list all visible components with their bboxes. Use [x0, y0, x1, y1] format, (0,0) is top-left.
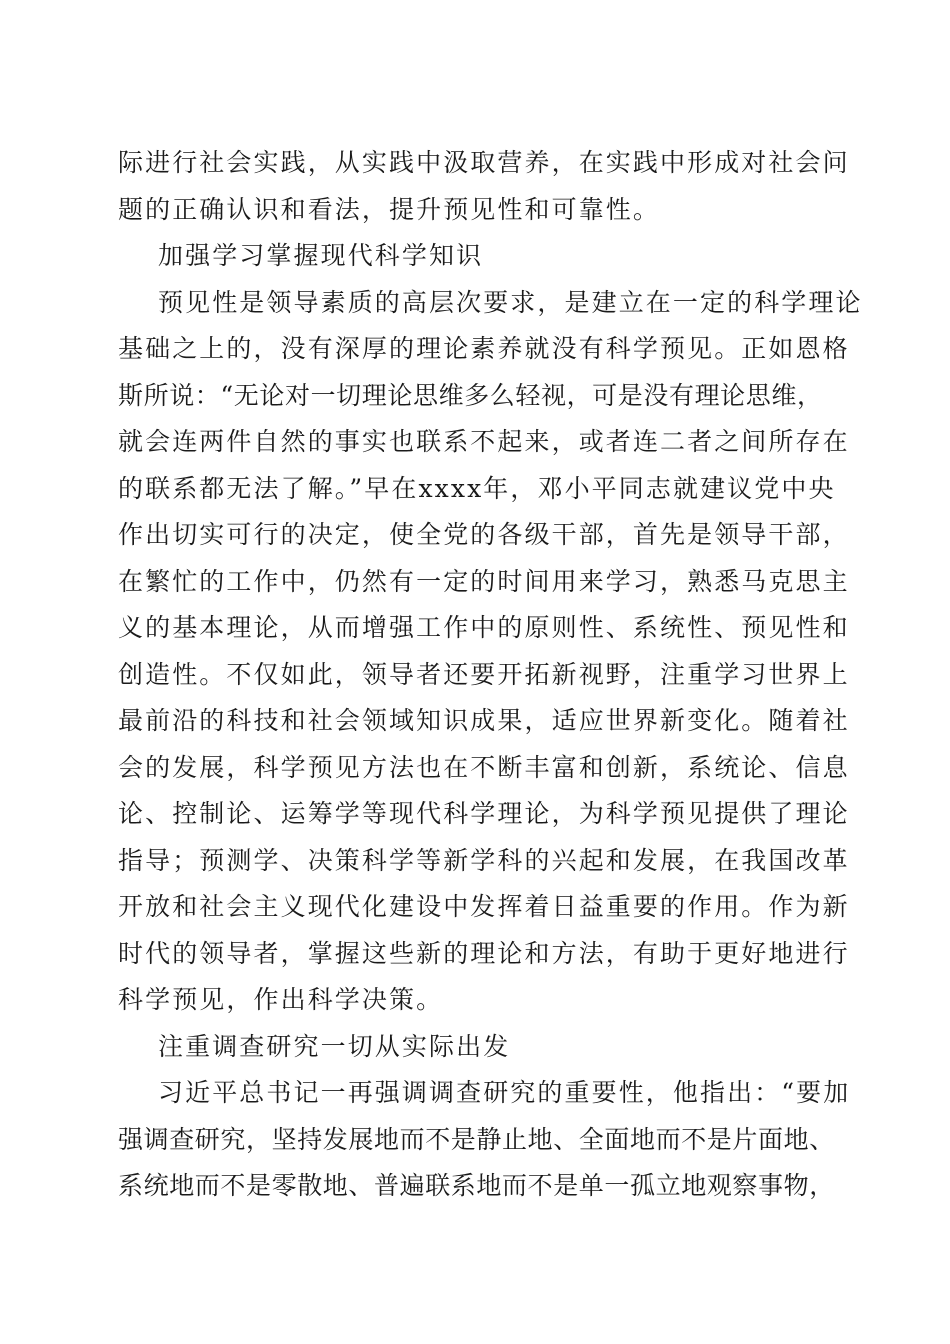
text-line: 论、控制论、运筹学等现代科学理论，为科学预见提供了理论 [118, 799, 850, 828]
text-line: 义的基本理论，从而增强工作中的原则性、系统性、预见性和 [118, 613, 850, 642]
text-line: 指导；预测学、决策科学等新学科的兴起和发展，在我国改革 [118, 845, 850, 875]
text-line: 作出切实可行的决定，使全党的各级干部，首先是领导干部， [118, 520, 850, 549]
text-line: 的联系都无法了解。”早在xxxx年，邓小平同志就建议党中央 [118, 473, 836, 503]
text-line: 创造性。不仅如此，领导者还要开拓新视野，注重学习世界上 [118, 659, 850, 689]
text-line: 基础之上的，没有深厚的理论素养就没有科学预见。正如恩格 [118, 334, 850, 363]
document-body [118, 140, 863, 1210]
text-line: 强调查研究，坚持发展地而不是静止地、全面地而不是片面地、 [118, 1124, 835, 1154]
text-line: 开放和社会主义现代化建设中发挥着日益重要的作用。作为新 [118, 892, 850, 921]
text-line: 系统地而不是零散地、普遍联系地而不是单一孤立地观察事物， [118, 1171, 835, 1200]
section-heading: 注重调查研究一切从实际出发 [158, 1031, 511, 1061]
text-line: 时代的领导者，掌握这些新的理论和方法，有助于更好地进行 [118, 938, 850, 968]
text-line: 会的发展，科学预见方法也在不断丰富和创新，系统论、信息 [118, 752, 850, 782]
text-line: 科学预见，作出科学决策。 [118, 985, 444, 1014]
text-line: 最前沿的科技和社会领域知识成果，适应世界新变化。随着社 [118, 706, 850, 735]
text-line: 际进行社会实践，从实践中汲取营养，在实践中形成对社会问 [118, 148, 850, 177]
text-line: 就会连两件自然的事实也联系不起来，或者连二者之间所存在 [118, 427, 850, 456]
text-line: 斯所说：“无论对一切理论思维多么轻视，可是没有理论思维， [118, 380, 823, 410]
paragraph-first-line: 预见性是领导素质的高层次要求，是建立在一定的科学理论 [158, 287, 863, 317]
paragraph-first-line: 习近平总书记一再强调调查研究的重要性，他指出：“要加 [158, 1078, 851, 1107]
section-heading: 加强学习掌握现代科学知识 [158, 241, 484, 270]
text-line: 题的正确认识和看法，提升预见性和可靠性。 [118, 194, 661, 224]
text-line: 在繁忙的工作中，仍然有一定的时间用来学习，熟悉马克思主 [118, 566, 850, 596]
